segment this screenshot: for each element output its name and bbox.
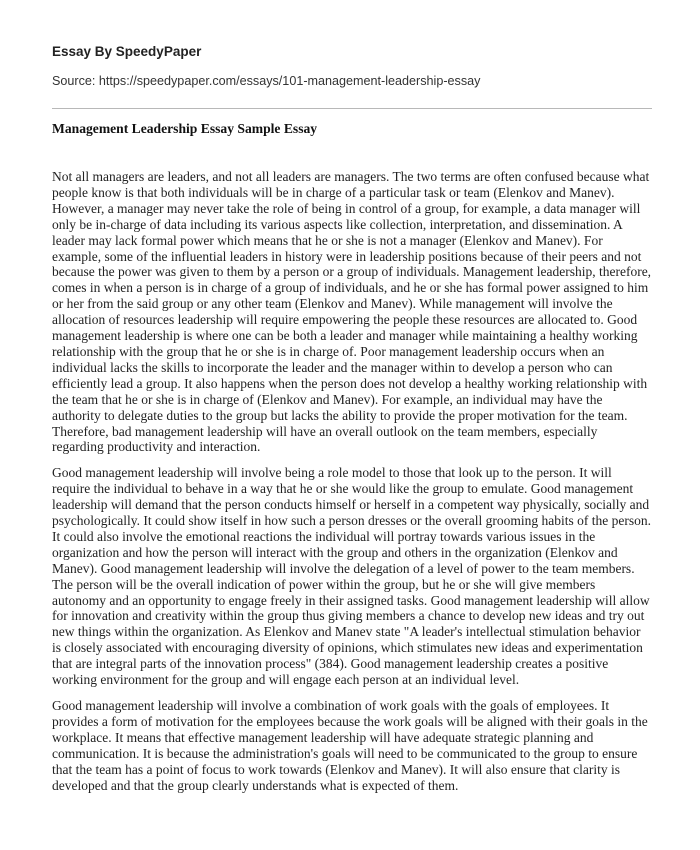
essay-body xyxy=(52,169,652,850)
source-line: Source: https://speedypaper.com/essays/101-management-leadership-essay xyxy=(52,74,481,88)
divider xyxy=(52,108,652,109)
paragraph: Not all managers are leaders, and not all leaders are managers. The two terms are often confused because what people know is that both individuals will be in charge of a particular task or team (Elenkov and Manev). However, a manager may never take the role of being in control of a group, for example, a data manager will only be in-charge of data including its various aspects like collection, interpretation, and dissemination. A leader may lack formal power which means that he or she is not a manager (Elenkov and Manev). For example, some of the influential leaders in history were in leadership positions because of their peers and not because the power was given to them by a person or a group of individuals. Management leadership, therefore, comes in when a person is in charge of a group of individuals, and he or she has formal power assigned to him or her from the said group or any other team (Elenkov and Manev). While management will involve the allocation of resources leadership will require empowering the people these resources are allocated to. Good management leadership is where one can be both a leader and manager while maintaining a healthy working relationship with the group that he or she is in charge of. Poor management leadership occurs when an individual lacks the skills to incorporate the leader and the manager within to develop a person who can efficiently lead a group. It also happens when the person does not develop a healthy working relationship with the team that he or she is in charge of (Elenkov and Manev). For example, an individual may have the authority to delegate duties to the group but lacks the ability to provide the proper motivation for the team. Therefore, bad management leadership will have an overall outlook on the team members, especially regarding productivity and interaction. xyxy=(52,169,652,455)
essay-title: Management Leadership Essay Sample Essay xyxy=(52,121,318,136)
site-heading: Essay By SpeedyPaper xyxy=(52,44,202,59)
paragraph: Good management leadership will involve a combination of work goals with the goals of employees. It provides a form of motivation for the employees because the work goals will be aligned with their goals in the workplace. It means that effective management leadership will have adequate strategic planning and communication. It is because the administration's goals will need to be communicated to the group to ensure that the team has a point of focus to work towards (Elenkov and Manev). It will also ensure that clarity is developed and that the group clearly understands what is expected of them. xyxy=(52,698,648,793)
paragraph: Good management leadership will involve being a role model to those that look up to the person. It will require the individual to behave in a way that he or she would like the group to emulate. Good management leadership will demand that the person conducts himself or herself in a competent way physically, socially and psychologically. It could show itself in how such a person dresses or the overall grooming habits of the person. It could also involve the emotional reactions the individual will portray towards various issues in the organization and how the person will interact with the group and others in the organization (Elenkov and Manev). Good management leadership will involve the delegation of a level of power to the team members. The person will be the overall indication of power within the group, but he or she will give members autonomy and an opportunity to engage freely in their assigned tasks. Good management leadership will allow for innovation and creativity within the group thus giving members a chance to develop new ideas and try out new things within the organization. As Elenkov and Manev state "A leader's intellectual stimulation behavior is closely associated with encouraging diversity of opinions, which stimulates new ideas and experimentation that are integral parts of the innovation process" (384). Good management leadership creates a positive working environment for the group and will engage each person at an individual level. xyxy=(52,465,652,688)
